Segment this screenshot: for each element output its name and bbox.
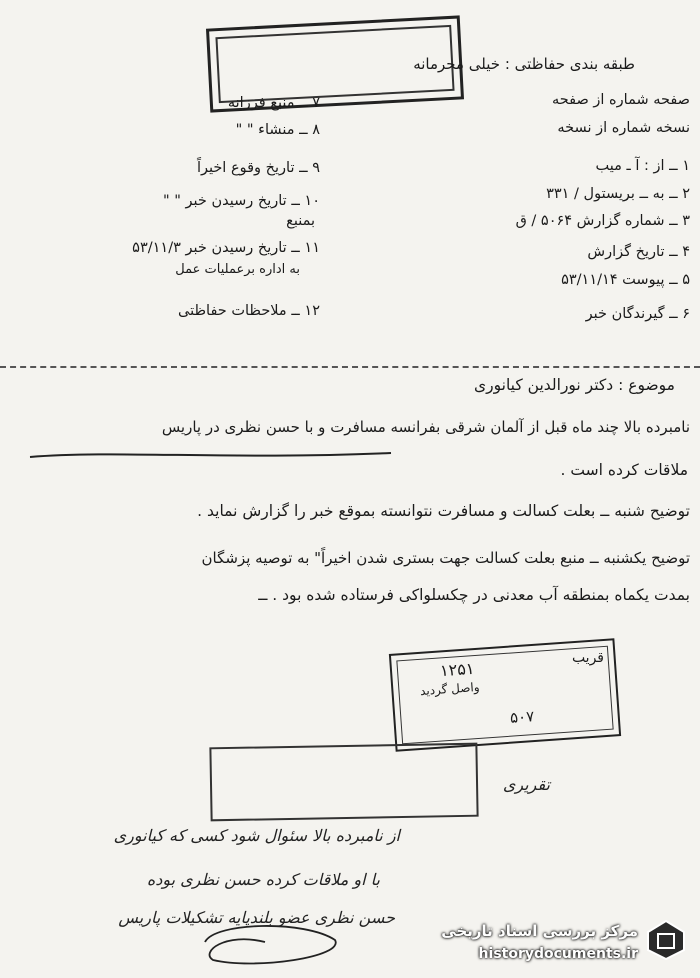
classification-label: طبقه بندی حفاظتی : خیلی محرمانه (413, 55, 635, 73)
field-page-number: صفحه شماره از صفحه (552, 92, 690, 108)
field-recipients: ۶ ــ گیرندگان خبر (585, 306, 690, 322)
watermark-url: historydocuments.ir (478, 946, 638, 962)
field-origin: ۸ ــ منشاء " " (235, 122, 320, 138)
field-attachment: ۵ ــ پیوست ۵۳/۱۱/۱۴ (561, 272, 690, 288)
field-to: ۲ ــ به ــ بریستول / ۳۳۱ (546, 186, 690, 202)
archive-watermark (440, 914, 692, 972)
signature-scribble (195, 912, 345, 974)
field-event-date: ۹ ــ تاریخ وقوع اخیراً (196, 160, 320, 176)
receipt-stamp-number: ۱۲۵۱ (439, 658, 475, 681)
handwritten-note-label: تقریری (502, 775, 550, 794)
field-source: ۷ ــ منبع فرزانه (227, 95, 320, 111)
subject-line: موضوع : دکتر نورالدین کیانوری (474, 376, 675, 394)
field-report-date: ۴ ــ تاریخ گزارش (587, 244, 690, 260)
receipt-stamp-text: واصل گردید (419, 679, 480, 699)
handwritten-line-1: از نامبرده بالا سئوال شود کسی که کیانوری (113, 826, 400, 845)
archive-logo-icon (644, 918, 688, 962)
body-paragraph-5: بمدت یکماه بمنطقه آب معدنی در چکسلواکی فرستاده شده بود . ــ (258, 586, 690, 604)
lower-classification-stamp (209, 743, 478, 822)
header-divider (0, 366, 700, 368)
body-paragraph-3: توضیح شنبه ــ بعلت کسالت و مسافرت نتوانسته بموقع خبر را گزارش نماید . (197, 502, 690, 520)
field-from: ۱ ــ از : آ ـ میب (595, 158, 690, 174)
handwritten-underline (28, 448, 393, 462)
field-arrival-note: به اداره برعملیات عمل (175, 262, 300, 277)
receipt-stamp-code: ۵۰۷ (509, 707, 535, 727)
body-paragraph-2: ملاقات کرده است . (560, 461, 688, 479)
body-paragraph-4: توضیح یکشنبه ــ منبع بعلت کسالت جهت بستری شدن اخیراً" به توصیه پزشگان (201, 549, 690, 567)
field-report-number: ۳ ــ شماره گزارش ۵۰۶۴ / ق (515, 213, 690, 229)
field-news-date: ۱۰ ــ تاریخ رسیدن خبر " " (162, 193, 320, 209)
field-news-date-note: بمنبع (286, 213, 315, 229)
field-security-notes: ۱۲ ــ ملاحظات حفاظتی (178, 303, 320, 319)
field-arrival-date: ۱۱ ــ تاریخ رسیدن خبر ۵۳/۱۱/۳ (132, 240, 320, 256)
stamp-heading: قریب (571, 650, 604, 666)
handwritten-line-3: حسن نظری عضو بلندپایه تشکیلات پاریس (118, 908, 395, 927)
watermark-title: مرکز بررسی اسناد تاریخی (441, 922, 638, 940)
body-paragraph-1: نامبرده بالا چند ماه قبل از آلمان شرقی بفرانسه مسافرت و با حسن نظری در پاریس (161, 418, 690, 436)
field-copy-number: نسخه شماره از نسخه (557, 120, 690, 136)
handwritten-line-2: با او ملاقات کرده حسن نظری بوده (146, 870, 380, 889)
